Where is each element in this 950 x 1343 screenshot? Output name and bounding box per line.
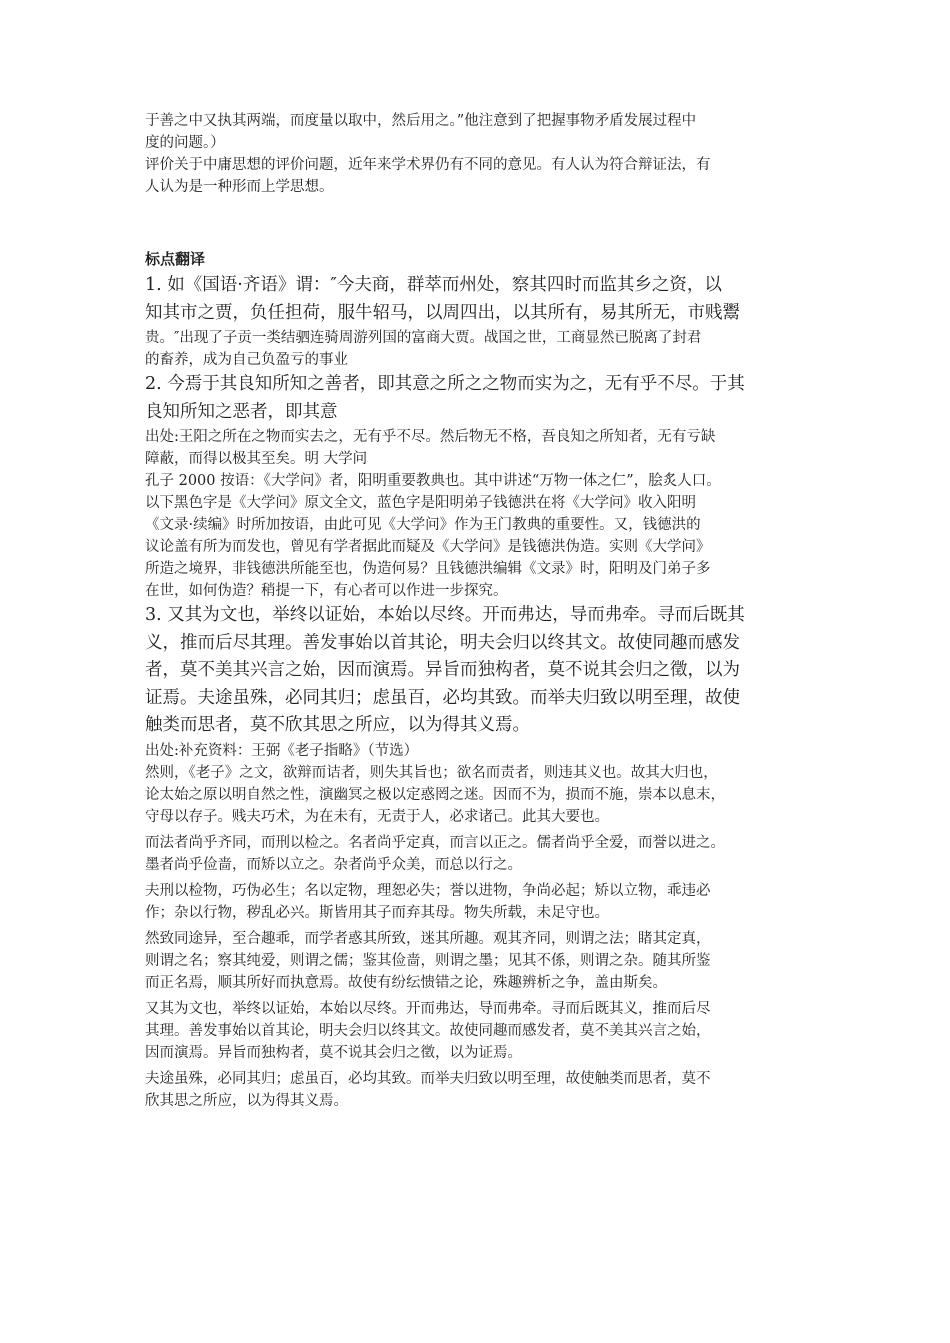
intro-paragraph-2 xyxy=(145,154,825,198)
text-line: 而正名焉，顺其所好而执意焉。故使有纷纭愦错之论，殊趣辨析之争，盖由斯矣。 xyxy=(145,974,667,991)
document-page xyxy=(145,110,825,1112)
quote-line: 良知所知之恶者，即其意 xyxy=(145,401,338,422)
note-line: 议论盖有所为而发也，曾见有学者据此而疑及《大学问》是钱德洪伪造。实则《大学问》 xyxy=(145,539,711,555)
source-line: 出处:补充资料：王弼《老子指略》（节选） xyxy=(145,742,419,759)
quote-line: 2. 今焉于其良知所知之善者，即其意之所之之物而实为之，无有乎不尽。于其 xyxy=(145,374,745,394)
quote-line: 触类而思者，莫不欣其思之所应，以为得其义焉。 xyxy=(145,715,530,735)
excerpt-paragraph xyxy=(145,998,825,1064)
note-line: 以下黑色字是《大学问》原文全文，蓝色字是阳明弟子钱德洪在将《大学问》收入阳明 xyxy=(145,495,696,511)
text-line: 度的问题。） xyxy=(145,135,225,151)
text-line: 于善之中又执其两端，而度量以取中，然后用之。”他注意到了把握事物矛盾发展过程中 xyxy=(145,113,697,129)
text-line: 的畜养，成为自己负盈亏的事业 xyxy=(145,352,348,368)
source-line: 出处:王阳之所在之物而实去之，无有乎不尽。然后物无不格，吾良知之所知者，无有亏缺 xyxy=(145,429,716,445)
text-line: 评价关于中庸思想的评价问题，近年来学术界仍有不同的意见。有人认为符合辩证法，有 xyxy=(145,157,711,173)
text-line: 又其为文也，举终以证始，本始以尽终。开而弗达，导而弗牵。寻而后既其义，推而后尽 xyxy=(145,1000,711,1017)
text-line: 则谓之名；察其纯爱，则谓之儒；鉴其俭啬，则谓之墨；见其不係，则谓之杂。随其所鉴 xyxy=(145,952,711,969)
section-title: 标点翻译 xyxy=(145,250,206,268)
text-line: 因而演焉。异旨而独构者，莫不说其会归之徵，以为证焉。 xyxy=(145,1044,522,1061)
quote-line: 证焉。夫途虽殊，必同其归；虑虽百，必均其致。而举夫归致以明至理，故使 xyxy=(145,687,740,708)
quote-line: 义，推而后尽其理。善发事始以首其论，明夫会归以终其文。故使同趣而感发 xyxy=(145,632,740,653)
quote-line: 知其市之贾，负任担荷，服牛轺马，以周四出，以其所有，易其所无，市贱鬻 xyxy=(145,302,740,323)
text-line: 夫刑以检物，巧伪必生；名以定物，理恕必失；誉以进物，争尚必起；矫以立物，乖违必 xyxy=(145,882,711,899)
text-line: 其理。善发事始以首其论，明夫会归以终其文。故使同趣而感发者，莫不美其兴言之始， xyxy=(145,1022,711,1039)
text-line: 而法者尚乎齐同，而刑以检之。名者尚乎定真，而言以正之。儒者尚乎全爱，而誉以进之。 xyxy=(145,834,725,851)
excerpt-paragraph xyxy=(145,762,825,828)
excerpt-paragraph xyxy=(145,880,825,924)
item-1 xyxy=(145,272,825,371)
note-line: 孔子 2000 按语：《大学问》者，阳明重要教典也。其中讲述“万物一体之仁”，脍炙人口。 xyxy=(145,473,721,489)
intro-paragraph-1 xyxy=(145,110,825,154)
text-line: 守母以存子。贱夫巧术，为在未有，无责于人，必求诸己。此其大要也。 xyxy=(145,808,609,825)
quote-line: 3. 又其为文也，举终以证始，本始以尽终。开而弗达，导而弗牵。寻而后既其 xyxy=(145,605,745,625)
text-line: 墨者尚乎俭啬，而矫以立之。杂者尚乎众美，而总以行之。 xyxy=(145,856,522,873)
text-line: 人认为是一种形而上学思想。 xyxy=(145,179,334,195)
text-line: 作；杂以行物，秽乱必兴。斯皆用其子而弃其母。物失所载，未足守也。 xyxy=(145,904,609,921)
note-line: 在世，如何伪造？稍提一下，有心者可以作进一步探究。 xyxy=(145,583,508,599)
quote-line: 者，莫不美其兴言之始，因而演焉。异旨而独构者，莫不说其会归之徵，以为 xyxy=(145,660,740,680)
excerpt-paragraph xyxy=(145,1068,825,1112)
text-line: 然则，《老子》之文，欲辩而诘者，则失其旨也；欲名而责者，则违其义也。故其大归也， xyxy=(145,764,718,781)
text-line: 贵。″出现了子贡一类结驷连骑周游列国的富商大贾。战国之世，工商显然已脱离了封君 xyxy=(145,330,702,346)
quote-line: 1. 如《国语·齐语》谓：″今夫商，群萃而州处，察其四时而监其乡之资，以 xyxy=(145,275,722,295)
note-line: 所造之境界，非钱德洪所能至也，伪造何易？且钱德洪编辑《文录》时，阳明及门弟子多 xyxy=(145,561,711,577)
excerpt-paragraph xyxy=(145,832,825,876)
source-line: 障蔽，而得以极其至矣。明 大学问 xyxy=(145,451,368,467)
note-line: 《文录·续编》时所加按语，由此可见《大学问》作为王门教典的重要性。又，钱德洪的 xyxy=(145,517,701,533)
text-line: 夫途虽殊，必同其归；虑虽百，必均其致。而举夫归致以明至理，故使触类而思者，莫不 xyxy=(145,1070,711,1087)
text-line: 论太始之原以明自然之性，演幽冥之极以定惑罔之迷。因而不为，损而不施，崇本以息末， xyxy=(145,786,725,803)
text-line: 然致同途异，至合趣乖，而学者惑其所致，迷其所趣。观其齐同，则谓之法；睹其定真， xyxy=(145,930,711,947)
item-2 xyxy=(145,371,825,602)
item-3 xyxy=(145,602,825,1112)
excerpt-paragraph xyxy=(145,928,825,994)
text-line: 欣其思之所应，以为得其义焉。 xyxy=(145,1092,348,1109)
